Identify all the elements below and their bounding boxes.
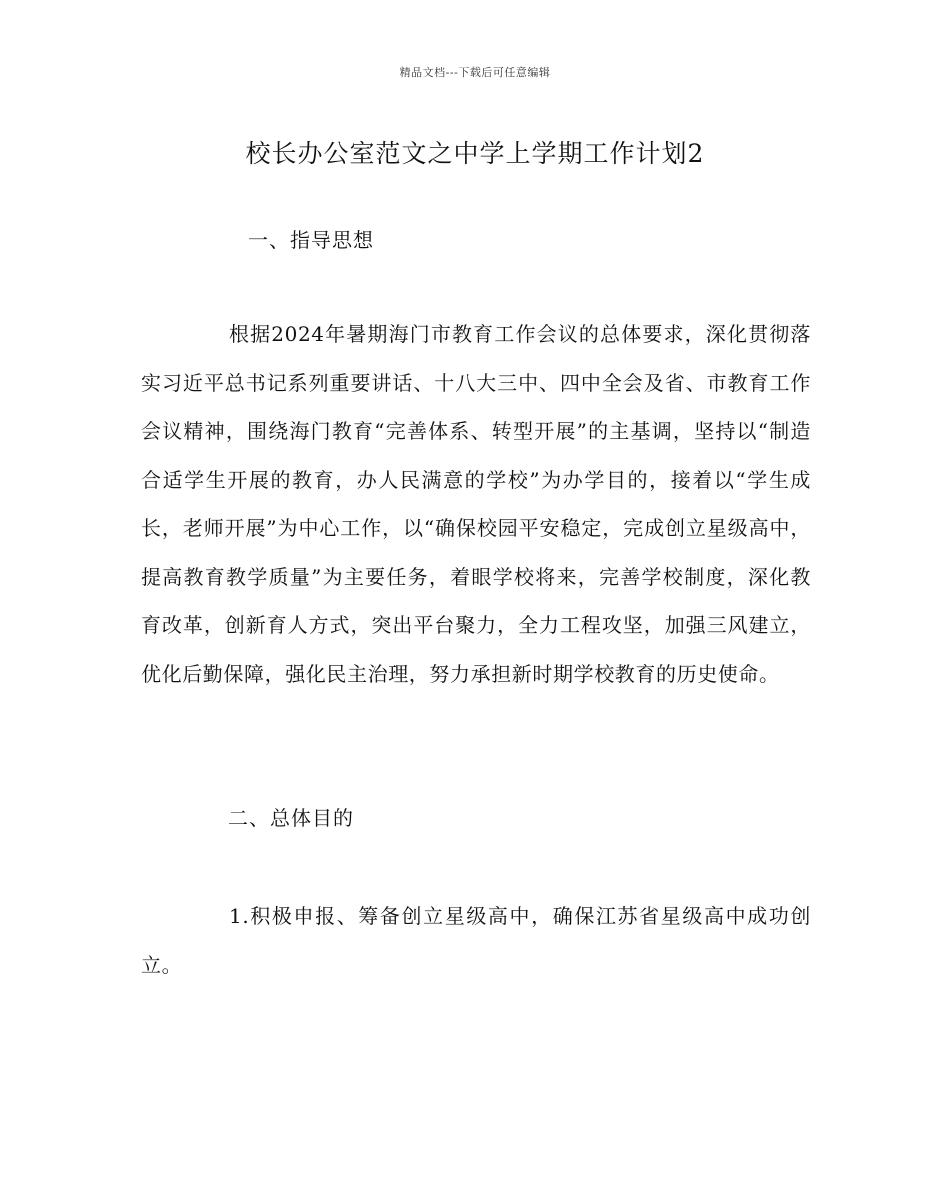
page-header: 精品文档---下载后可任意编辑 [399, 66, 551, 79]
paragraph-overall-goals: 1.积极申报、筹备创立星级高中，确保江苏省星级高中成功创立。 [141, 904, 811, 977]
paragraph-guiding-ideology: 根据2024年暑期海门市教育工作会议的总体要求，深化贯彻落实习近平总书记系列重要讲话、十八大三中、四中全会及省、市教育工作会议精神，围绕海门教育“完善体系、转型开展”的主基调，坚持以“制造合适学生开展的教育，办人民满意的学校”为办学目的，接着以“学生成长，老师开展”为中心工作，以“确保校园平安稳定，完成创立星级高中，提高教育教学质量”为主要任务，着眼学校将来，完善学校制度，深化教育改革，创新育人方式，突出平台聚力，全力工程攻坚，加强三风建立，优化后勤保障，强化民主治理，努力承担新时期学校教育的历史使命。 [141, 322, 811, 686]
document-title: 校长办公室范文之中学上学期工作计划2 [245, 139, 705, 168]
section-heading-overall-goals: 二、总体目的 [228, 806, 354, 830]
section-heading-guiding-ideology: 一、指导思想 [248, 228, 374, 252]
